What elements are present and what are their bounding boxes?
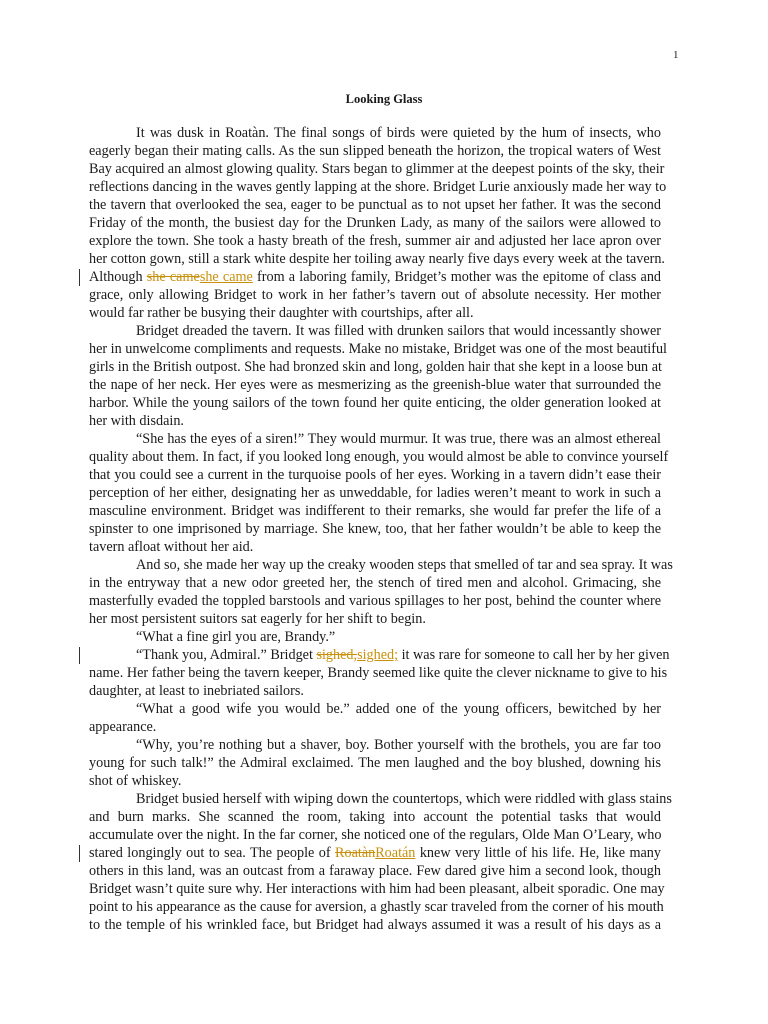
text-line: tavern afloat without her aid. (89, 539, 254, 555)
text-line: grace, only allowing Bridget to work in her father’s tavern out of absolute necessity. Her mother (89, 287, 661, 303)
tracked-insertion: she came (199, 269, 253, 285)
document-title: Looking Glass (345, 92, 423, 106)
text-line: And so, she made her way up the creaky wooden steps that smelled of tar and sea spray. It was (136, 557, 673, 573)
text-segment: it was rare for someone to call her by her given (398, 647, 670, 663)
text-line: the tavern that overlooked the sea, eager to be punctual as to not upset her father. It was the second (89, 197, 661, 213)
text-line: harbor. While the young sailors of the town found her quite enticing, the older generation looked at (89, 395, 661, 411)
text-line: would far rather be busying their daughter with courtships, after all. (89, 305, 474, 321)
text-line: perception of her either, designating her as unweddable, for ladies weren’t meant to work in such a (89, 485, 661, 501)
change-bar (79, 269, 80, 286)
text-segment: “Thank you, Admiral.” Bridget (136, 647, 317, 663)
body-text (89, 124, 673, 934)
text-line: her in unwelcome compliments and requests. Make no mistake, Bridget was one of the most beautiful (89, 341, 668, 357)
text-line: accumulate over the night. In the far corner, she noticed one of the regulars, Olde Man O’Leary, who (89, 827, 662, 843)
page-number: 1 (673, 49, 679, 61)
text-line: spinster to one imprisoned by marriage. She knew, too, that her father wouldn’t be able to keep the (89, 521, 661, 537)
text-line: Bay acquired an almost glowing quality. Stars began to glimmer at the deepest points of the sky, their (89, 161, 665, 177)
text-line: It was dusk in Roatàn. The final songs of birds were quieted by the hum of insects, who (136, 125, 661, 141)
tracked-deletion: sighed, (316, 647, 358, 663)
text-line: appearance. (89, 719, 157, 735)
text-line: “Why, you’re nothing but a shaver, boy. Bother yourself with the brothels, you are far too (136, 737, 661, 753)
tracked-deletion: she came (146, 269, 200, 285)
text-line: her with disdain. (89, 413, 184, 429)
text-segment: stared longingly out to sea. The people of (89, 845, 336, 861)
text-line: Bridget wasn’t quite sure why. Her interactions with him had been pleasant, albeit sporadic. One may (89, 881, 665, 897)
tracked-insertion: sighed; (357, 647, 399, 663)
text-line: daughter, at least to inebriated sailors. (89, 683, 304, 699)
text-line: others in this land, was an outcast from a faraway place. Few dared give him a second look, though (89, 863, 661, 879)
text-line: eagerly began their mating calls. As the sun slipped beneath the horizon, the tropical waters of West (89, 143, 661, 159)
text-line: in the entryway that a new odor greeted her, the stench of tired men and alcohol. Grimacing, she (89, 575, 661, 591)
tracked-insertion: Roatán (375, 845, 416, 861)
text-line: that you could see a current in the turquoise pools of her eyes. Working in a tavern didn’t ease their (89, 467, 661, 483)
text-line: explore the town. She took a hasty breath of the fresh, summer air and adjusted her lace apron over (89, 233, 661, 249)
text-line (89, 646, 670, 664)
change-bar (79, 845, 80, 862)
text-line (89, 844, 661, 862)
text-line: “What a good wife you would be.” added one of the young officers, bewitched by her (136, 701, 661, 717)
text-line: Bridget dreaded the tavern. It was filled with drunken sailors that would incessantly shower (136, 323, 661, 339)
text-line (89, 268, 661, 286)
text-line: Bridget busied herself with wiping down the countertops, which were riddled with glass stains (136, 791, 672, 807)
text-line: masterfully evaded the toppled barstools and various spillages to her post, behind the counter where (89, 593, 661, 609)
text-line: reflections dancing in the waves gently lapping at the shore. Bridget Lurie anxiously made her way to (89, 179, 667, 195)
text-line: girls in the British outpost. She had bronzed skin and long, golden hair that she kept in a loose bun at (89, 359, 662, 375)
text-line: point to his appearance as the cause for aversion, a ghastly scar traveled from the corner of his mouth (89, 899, 664, 915)
text-line: her most persistent suitors sat eagerly for her shift to begin. (89, 611, 426, 627)
text-line: “She has the eyes of a siren!” They would murmur. It was true, there was an almost ethereal (136, 431, 661, 447)
change-bar (79, 647, 80, 664)
text-segment: from a laboring family, Bridget’s mother was the epitome of class and (252, 269, 662, 285)
text-line: masculine environment. Bridget was indifferent to their remarks, she would far prefer the life of a (89, 503, 661, 519)
text-line: Friday of the month, the busiest day for the Drunken Lady, as many of the sailors were allowed to (89, 215, 661, 231)
text-line: and burn marks. She scanned the room, taking into account the potential tasks that would (89, 809, 661, 825)
text-line: the nape of her neck. Her eyes were as mesmerizing as the greenish-blue water that surrounded the (89, 377, 661, 393)
text-line: shot of whiskey. (89, 773, 182, 789)
text-line: name. Her father being the tavern keeper, Brandy seemed like quite the clever nickname to give to his (89, 665, 668, 681)
text-segment: knew very little of his life. He, like many (415, 845, 661, 861)
tracked-deletion: Roatàn (335, 845, 376, 861)
text-line: young for such talk!” the Admiral exclaimed. The men laughed and the boy blushed, downing his (89, 755, 661, 771)
text-line: her cotton gown, still a stark white despite her toiling away nearly five days every week at the tavern. (89, 251, 665, 267)
text-line: to the temple of his wrinkled face, but Bridget had always assumed it was a result of his days as a (89, 917, 661, 933)
text-line: quality about them. In fact, if you looked long enough, you would almost be able to convince yourself (89, 449, 669, 465)
text-line: “What a fine girl you are, Brandy.” (136, 629, 336, 645)
text-segment: Although (89, 269, 147, 285)
